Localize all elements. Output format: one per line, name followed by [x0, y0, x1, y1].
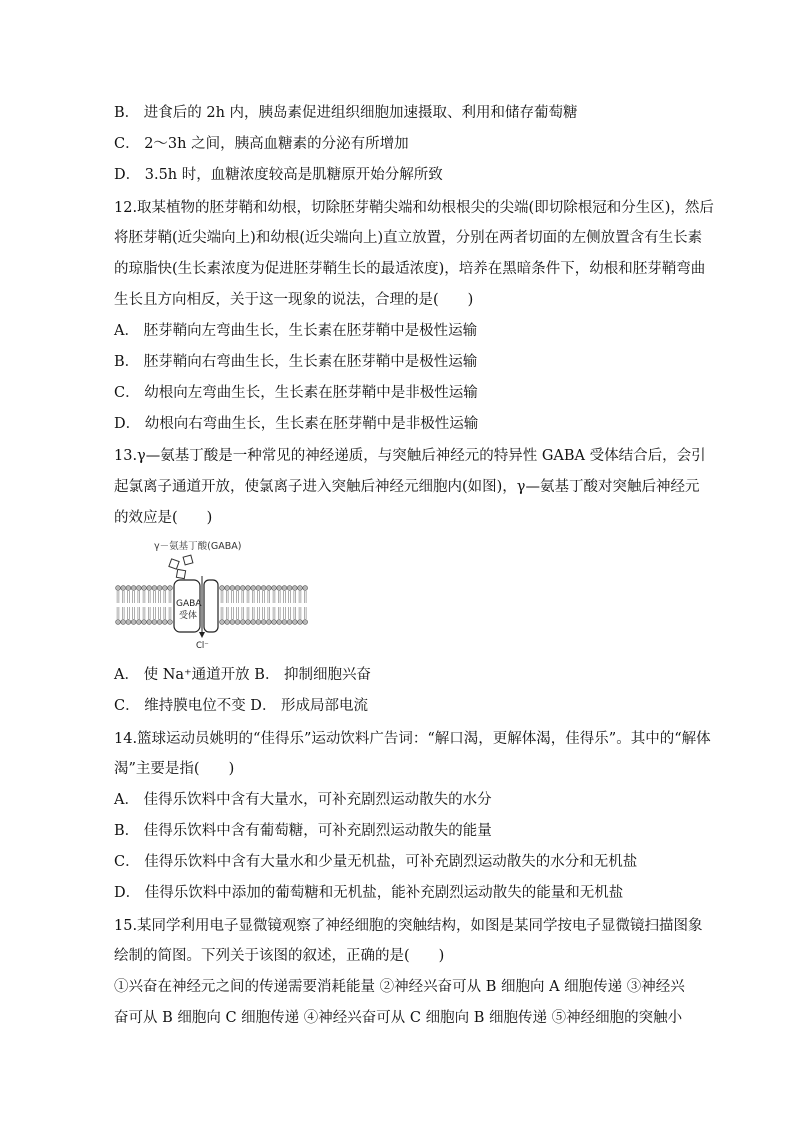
lipid-head	[162, 620, 167, 625]
gaba-molecule	[169, 559, 179, 569]
lipid-head	[147, 620, 152, 625]
lipid-head	[282, 586, 287, 591]
lipid-head	[240, 620, 245, 625]
gaba-molecule	[176, 569, 185, 578]
q14-option-c: C． 佳得乐饮料中含有大量水和少量无机盐，可补充剧烈运动散失的水分和无机盐	[114, 854, 638, 870]
q12-stem-line-4: 生长且方向相反，关于这一现象的说法，合理的是( )	[114, 292, 474, 308]
lipid-head	[157, 586, 162, 591]
lipid-head	[162, 586, 167, 591]
q15-stem-line-2: 绘制的简图。下列关于该图的叙述，正确的是( )	[114, 948, 445, 964]
lipid-head	[168, 586, 173, 591]
q11-option-c: C． 2～3h 之间，胰高血糖素的分泌有所增加	[114, 136, 409, 152]
q14-option-a: A． 佳得乐饮料中含有大量水，可补充剧烈运动散失的水分	[114, 792, 492, 808]
lipid-head	[131, 620, 136, 625]
gaba-receptor-label-1: GABA	[176, 599, 202, 609]
gaba-receptor-label-2: 受体	[179, 611, 198, 621]
lipid-head	[157, 620, 162, 625]
lipid-head	[287, 620, 292, 625]
lipid-head	[272, 620, 277, 625]
lipid-head	[225, 586, 230, 591]
q14-stem-line-2: 渴”主要是指( )	[114, 761, 235, 777]
lipid-head	[246, 620, 251, 625]
lipid-head	[277, 586, 282, 591]
lipid-head	[240, 586, 245, 591]
lipid-head	[147, 586, 152, 591]
q13-stem-line-2: 起氯离子通道开放，使氯离子进入突触后神经元细胞内(如图)，γ—氨基丁酸对突触后神经元	[114, 479, 700, 495]
lipid-head	[298, 620, 303, 625]
lipid-head	[251, 620, 256, 625]
gaba-receptor-right-subunit	[204, 580, 218, 632]
lipid-head	[152, 586, 157, 591]
lipid-head	[298, 586, 303, 591]
lipid-head	[152, 620, 157, 625]
lipid-head	[256, 620, 261, 625]
lipid-head	[126, 586, 131, 591]
lipid-head	[136, 620, 141, 625]
lipid-head	[220, 586, 225, 591]
lipid-head	[266, 620, 271, 625]
q12-option-a: A． 胚芽鞘向左弯曲生长，生长素在胚芽鞘中是极性运输	[114, 323, 478, 339]
q14-stem-line-1: 14.篮球运动员姚明的“佳得乐”运动饮料广告词：“解口渴，更解体渴，佳得乐”。其中的“解体	[114, 731, 711, 747]
q13-options-cd: C． 维持膜电位不变 D． 形成局部电流	[114, 698, 369, 714]
lipid-head	[287, 586, 292, 591]
q12-option-b: B． 胚芽鞘向右弯曲生长，生长素在胚芽鞘中是极性运输	[114, 354, 478, 370]
lipid-head	[272, 586, 277, 591]
lipid-head	[292, 620, 297, 625]
q11-option-b: B． 进食后的 2h 内，胰岛素促进组织细胞加速摄取、利用和储存葡萄糖	[114, 105, 578, 121]
q12-stem-line-1: 12.取某植物的胚芽鞘和幼根，切除胚芽鞘尖端和幼根根尖的尖端(即切除根冠和分生区)，然后	[114, 200, 714, 216]
q13-options-ab: A． 使 Na⁺通道开放 B． 抑制细胞兴奋	[114, 667, 372, 683]
lipid-head	[235, 586, 240, 591]
lipid-head	[142, 586, 147, 591]
lipid-head	[116, 586, 121, 591]
gaba-ligand-label: γ－氨基丁酸(GABA)	[154, 541, 242, 552]
q14-option-d: D． 佳得乐饮料中添加的葡萄糖和无机盐，能补充剧烈运动散失的能量和无机盐	[114, 885, 624, 901]
lipid-head	[131, 586, 136, 591]
lipid-head	[116, 620, 121, 625]
q12-option-d: D． 幼根向右弯曲生长，生长素在胚芽鞘中是非极性运输	[114, 416, 479, 432]
lipid-head	[282, 620, 287, 625]
lipid-head	[136, 586, 141, 591]
lipid-head	[261, 586, 266, 591]
lipid-head	[220, 620, 225, 625]
q15-statements-line-1: ①兴奋在神经元之间的传递需要消耗能量 ②神经兴奋可从 B 细胞向 A 细胞传递 ③神经兴	[114, 979, 685, 995]
lipid-head	[303, 586, 308, 591]
lipid-head	[121, 586, 126, 591]
gaba-molecule	[183, 555, 193, 565]
lipid-head	[230, 586, 235, 591]
lipid-head	[168, 620, 173, 625]
lipid-head	[277, 620, 282, 625]
lipid-head	[246, 586, 251, 591]
q15-statements-line-2: 奋可从 B 细胞向 C 细胞传递 ④神经兴奋可从 C 细胞向 B 细胞传递 ⑤神经细胞的突触小	[114, 1010, 683, 1026]
lipid-head	[303, 620, 308, 625]
lipid-head	[142, 620, 147, 625]
lipid-head	[251, 586, 256, 591]
q11-option-d: D． 3.5h 时，血糖浓度较高是肌糖原开始分解所致	[114, 167, 443, 183]
lipid-head	[121, 620, 126, 625]
q13-stem-line-1: 13.γ—氨基丁酸是一种常见的神经递质，与突触后神经元的特异性 GABA 受体结合后，会引	[114, 448, 706, 464]
q12-stem-line-2: 将胚芽鞘(近尖端向上)和幼根(近尖端向上)直立放置，分别在两者切面的左侧放置含有生长素	[114, 230, 703, 246]
chloride-arrowhead	[199, 632, 205, 638]
lipid-head	[292, 586, 297, 591]
lipid-head	[261, 620, 266, 625]
lipid-head	[126, 620, 131, 625]
lipid-head	[225, 620, 230, 625]
q12-option-c: C． 幼根向左弯曲生长，生长素在胚芽鞘中是非极性运输	[114, 385, 478, 401]
q12-stem-line-3: 的琼脂快(生长素浓度为促进胚芽鞘生长的最适浓度)，培养在黑暗条件下，幼根和胚芽鞘弯曲	[114, 261, 706, 277]
q15-stem-line-1: 15.某同学利用电子显微镜观察了神经细胞的突触结构，如图是某同学按电子显微镜扫描图象	[114, 918, 703, 934]
lipid-head	[230, 620, 235, 625]
chloride-ion-label: Cl⁻	[196, 641, 209, 651]
q13-stem-line-3: 的效应是( )	[114, 510, 213, 526]
gaba-receptor-figure	[114, 536, 314, 652]
lipid-head	[256, 586, 261, 591]
lipid-head	[235, 620, 240, 625]
q14-option-b: B． 佳得乐饮料中含有葡萄糖，可补充剧烈运动散失的能量	[114, 823, 492, 839]
lipid-head	[266, 586, 271, 591]
